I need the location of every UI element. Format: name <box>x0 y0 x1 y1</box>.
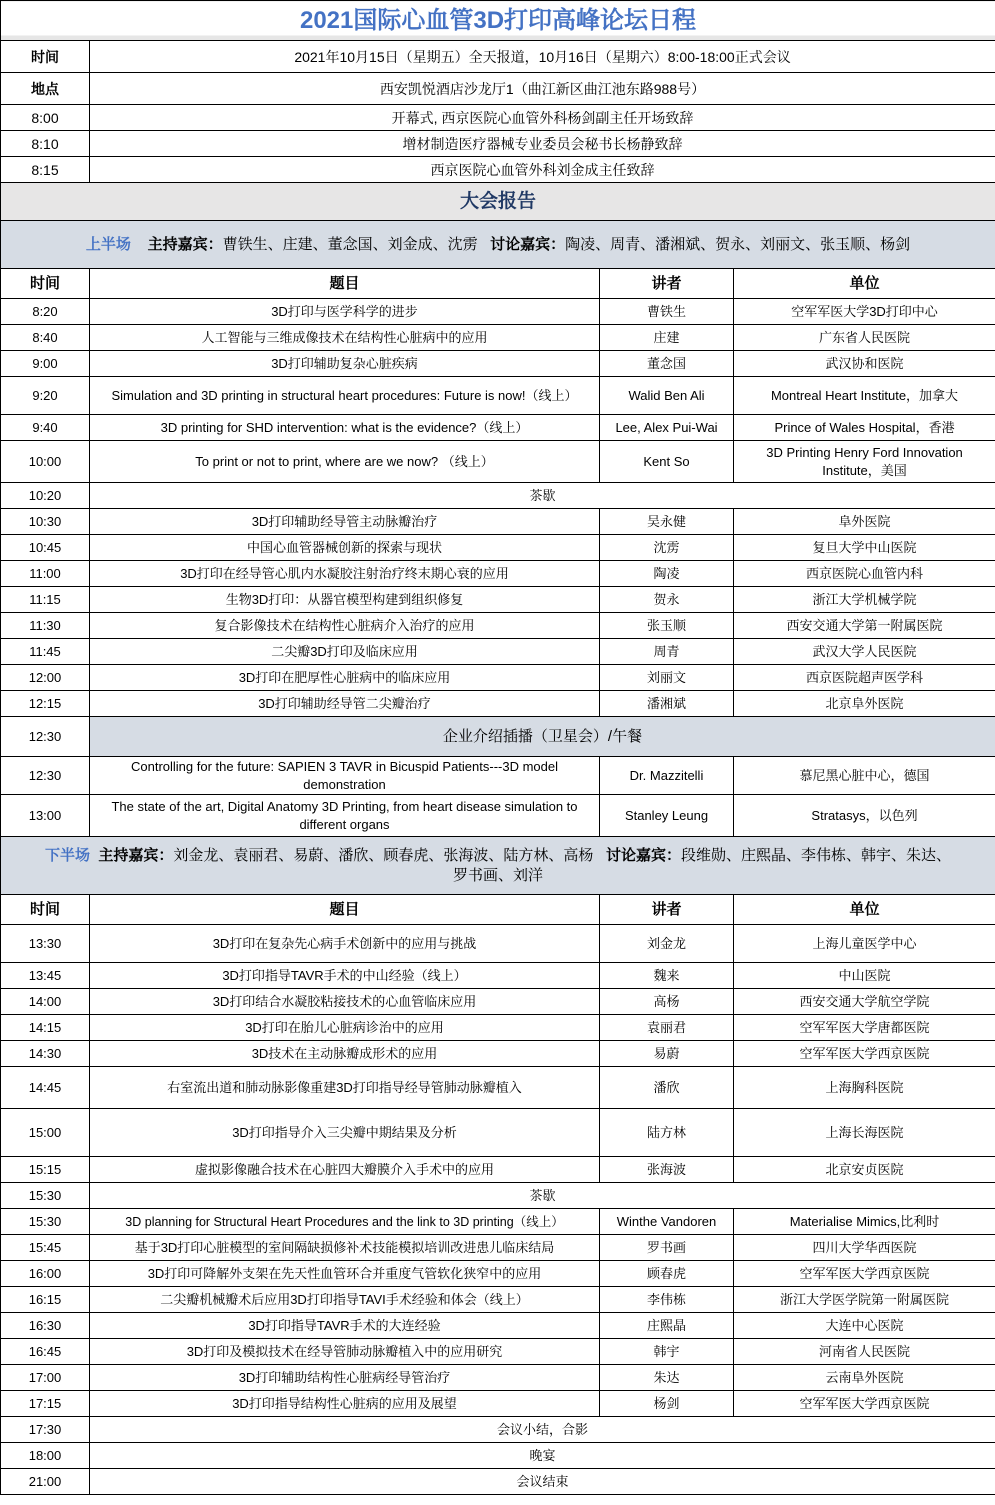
row-topic: To print or not to print, where are we now? （线上） <box>90 441 600 483</box>
opening-time: 8:15 <box>1 157 90 183</box>
table-row <box>1 1067 995 1109</box>
row-topic: 二尖瓣3D打印及临床应用 <box>90 639 600 665</box>
table-row <box>1 665 995 691</box>
row-time: 11:15 <box>1 587 90 613</box>
row-speaker: Walid Ben Ali <box>600 377 734 415</box>
row-org: 北京安贞医院 <box>734 1157 995 1183</box>
row-time: 13:30 <box>1 925 90 963</box>
row-org: 空军军医大学西京医院 <box>734 1041 995 1067</box>
row-time: 9:20 <box>1 377 90 415</box>
host-list: 刘金龙、袁丽君、易蔚、潘欣、顾春虎、张海波、陆方林、高杨 <box>173 846 594 864</box>
row-speaker: 顾春虎 <box>600 1261 734 1287</box>
table-row <box>1 757 995 795</box>
table-row <box>1 415 995 441</box>
table-row <box>1 1391 995 1417</box>
row-topic: 3D打印在肥厚性心脏病中的临床应用 <box>90 665 600 691</box>
table-row <box>1 1235 995 1261</box>
row-org: Prince of Wales Hospital，香港 <box>734 415 995 441</box>
info-place-row <box>1 73 995 105</box>
info-time-value: 2021年10月15日（星期五）全天报道，10月16日（星期六）8:00-18:00正式会议 <box>90 41 995 73</box>
opening-text: 开幕式, 西京医院心血管外科杨剑副主任开场致辞 <box>90 105 995 131</box>
row-time: 8:40 <box>1 325 90 351</box>
row-speaker: 沈雳 <box>600 535 734 561</box>
row-speaker: 庄熙晶 <box>600 1313 734 1339</box>
row-time: 15:00 <box>1 1109 90 1157</box>
session-header-second-half <box>1 837 995 895</box>
row-org: 云南阜外医院 <box>734 1365 995 1391</box>
table-row <box>1 1261 995 1287</box>
row-speaker: 董念国 <box>600 351 734 377</box>
row-time: 14:00 <box>1 989 90 1015</box>
row-org: 西安交通大学第一附属医院 <box>734 613 995 639</box>
row-org: 阜外医院 <box>734 509 995 535</box>
row-speaker: 韩宇 <box>600 1339 734 1365</box>
row-time: 17:00 <box>1 1365 90 1391</box>
closing-row <box>1 1443 995 1469</box>
row-time: 12:15 <box>1 691 90 717</box>
session-name: 上半场 <box>85 235 131 253</box>
col-speaker: 讲者 <box>600 269 734 299</box>
row-speaker: 周青 <box>600 639 734 665</box>
row-speaker: 杨剑 <box>600 1391 734 1417</box>
col-time: 时间 <box>1 895 90 925</box>
col-topic: 题目 <box>90 895 600 925</box>
row-time: 16:30 <box>1 1313 90 1339</box>
table-row <box>1 561 995 587</box>
table-row <box>1 377 995 415</box>
row-speaker: 朱达 <box>600 1365 734 1391</box>
row-time: 16:15 <box>1 1287 90 1313</box>
table-row <box>1 441 995 483</box>
table-row <box>1 1287 995 1313</box>
break-time: 15:30 <box>1 1183 90 1209</box>
info-time-label: 时间 <box>1 41 90 73</box>
row-topic: 3D打印辅助结构性心脏病经导管治疗 <box>90 1365 600 1391</box>
row-topic: 中国心血管器械创新的探索与现状 <box>90 535 600 561</box>
row-time: 9:40 <box>1 415 90 441</box>
row-org: 浙江大学医学院第一附属医院 <box>734 1287 995 1313</box>
row-time: 13:45 <box>1 963 90 989</box>
host-label: 主持嘉宾： <box>147 235 223 253</box>
opening-text: 西京医院心血管外科刘金成主任致辞 <box>90 157 995 183</box>
row-topic: 3D打印及模拟技术在经导管肺动脉瓣植入中的应用研究 <box>90 1339 600 1365</box>
row-org: 上海长海医院 <box>734 1109 995 1157</box>
row-topic: 3D打印辅助经导管二尖瓣治疗 <box>90 691 600 717</box>
row-speaker: 陆方林 <box>600 1109 734 1157</box>
row-org: 空军军医大学唐都医院 <box>734 1015 995 1041</box>
row-topic: 3D打印指导介入三尖瓣中期结果及分析 <box>90 1109 600 1157</box>
row-time: 8:20 <box>1 299 90 325</box>
row-time: 10:00 <box>1 441 90 483</box>
row-topic: 生物3D打印：从器官模型构建到组织修复 <box>90 587 600 613</box>
table-row <box>1 925 995 963</box>
row-speaker: Winthe Vandoren <box>600 1209 734 1235</box>
row-topic: 3D printing for SHD intervention: what is the evidence?（线上） <box>90 415 600 441</box>
col-org: 单位 <box>734 269 995 299</box>
row-topic: 3D planning for Structural Heart Procedures and the link to 3D printing（线上） <box>90 1209 600 1235</box>
table-row <box>1 509 995 535</box>
row-org: 武汉大学人民医院 <box>734 639 995 665</box>
lunch-row <box>1 717 995 757</box>
row-topic: 3D打印结合水凝胶粘接技术的心血管临床应用 <box>90 989 600 1015</box>
host-list: 曹铁生、庄建、董念国、刘金成、沈雳 <box>222 235 478 253</box>
table-row <box>1 1109 995 1157</box>
row-topic: Controlling for the future: SAPIEN 3 TAVR in Bicuspid Patients---3D model demonstration <box>90 757 600 795</box>
lunch-time: 12:30 <box>1 717 90 757</box>
row-speaker: 易蔚 <box>600 1041 734 1067</box>
row-time: 14:30 <box>1 1041 90 1067</box>
row-speaker: Lee, Alex Pui-Wai <box>600 415 734 441</box>
break-time: 10:20 <box>1 483 90 509</box>
row-org: 空军军医大学西京医院 <box>734 1261 995 1287</box>
row-org: 3D Printing Henry Ford Innovation Institute，美国 <box>734 441 995 483</box>
opening-time: 8:00 <box>1 105 90 131</box>
row-org: 复旦大学中山医院 <box>734 535 995 561</box>
column-header-row <box>1 269 995 299</box>
section-header-row <box>1 183 995 221</box>
closing-text: 会议结束 <box>90 1469 995 1495</box>
opening-row <box>1 105 995 131</box>
row-speaker: 陶凌 <box>600 561 734 587</box>
row-time: 10:30 <box>1 509 90 535</box>
row-time: 11:30 <box>1 613 90 639</box>
info-place-value: 西安凯悦酒店沙龙厅1（曲江新区曲江池东路988号） <box>90 73 995 105</box>
row-speaker: 吴永健 <box>600 509 734 535</box>
row-speaker: Dr. Mazzitelli <box>600 757 734 795</box>
row-topic: 3D打印与医学科学的进步 <box>90 299 600 325</box>
row-topic: 3D打印在经导管心肌内水凝胶注射治疗终末期心衰的应用 <box>90 561 600 587</box>
session-header-first-half <box>1 221 995 269</box>
opening-row <box>1 131 995 157</box>
row-org: Materialise Mimics,比利时 <box>734 1209 995 1235</box>
row-speaker: 贺永 <box>600 587 734 613</box>
column-header-row <box>1 895 995 925</box>
row-speaker: 庄建 <box>600 325 734 351</box>
opening-row <box>1 157 995 183</box>
row-org: 西安交通大学航空学院 <box>734 989 995 1015</box>
table-row <box>1 1365 995 1391</box>
row-time: 15:45 <box>1 1235 90 1261</box>
row-speaker: Stanley Leung <box>600 795 734 837</box>
row-time: 13:00 <box>1 795 90 837</box>
row-topic: 3D技术在主动脉瓣成形术的应用 <box>90 1041 600 1067</box>
row-org: 武汉协和医院 <box>734 351 995 377</box>
row-time: 12:30 <box>1 757 90 795</box>
row-org: 上海儿童医学中心 <box>734 925 995 963</box>
row-org: 慕尼黑心脏中心，德国 <box>734 757 995 795</box>
session-info <box>1 221 995 269</box>
session-info <box>1 837 995 895</box>
row-org: 上海胸科医院 <box>734 1067 995 1109</box>
row-time: 16:45 <box>1 1339 90 1365</box>
row-topic: Simulation and 3D printing in structural heart procedures: Future is now!（线上） <box>90 377 600 415</box>
row-speaker: Kent So <box>600 441 734 483</box>
closing-time: 17:30 <box>1 1417 90 1443</box>
row-time: 15:30 <box>1 1209 90 1235</box>
table-row <box>1 325 995 351</box>
row-time: 10:45 <box>1 535 90 561</box>
title-row <box>1 1 995 41</box>
row-time: 16:00 <box>1 1261 90 1287</box>
row-topic: 3D打印指导TAVR手术的中山经验（线上） <box>90 963 600 989</box>
info-time-row <box>1 41 995 73</box>
row-time: 14:45 <box>1 1067 90 1109</box>
break-row <box>1 483 995 509</box>
row-time: 12:00 <box>1 665 90 691</box>
opening-text: 增材制造医疗器械专业委员会秘书长杨静致辞 <box>90 131 995 157</box>
row-topic: 人工智能与三维成像技术在结构性心脏病中的应用 <box>90 325 600 351</box>
session-name: 下半场 <box>45 846 91 864</box>
row-org: Montreal Heart Institute，加拿大 <box>734 377 995 415</box>
row-topic: 3D打印辅助经导管主动脉瓣治疗 <box>90 509 600 535</box>
row-org: 大连中心医院 <box>734 1313 995 1339</box>
closing-time: 21:00 <box>1 1469 90 1495</box>
break-row <box>1 1183 995 1209</box>
table-row <box>1 1313 995 1339</box>
discussant-list-continued: 罗书画、刘洋 <box>453 866 544 884</box>
table-row <box>1 1157 995 1183</box>
table-row <box>1 299 995 325</box>
table-row <box>1 1015 995 1041</box>
row-topic: 虚拟影像融合技术在心脏四大瓣膜介入手术中的应用 <box>90 1157 600 1183</box>
table-row <box>1 535 995 561</box>
table-row <box>1 1339 995 1365</box>
lunch-text: 企业介绍插播（卫星会）/午餐 <box>90 717 995 757</box>
col-speaker: 讲者 <box>600 895 734 925</box>
break-text: 茶歇 <box>90 483 995 509</box>
table-row <box>1 1041 995 1067</box>
table-row <box>1 963 995 989</box>
closing-row <box>1 1417 995 1443</box>
table-row <box>1 691 995 717</box>
row-topic: 3D打印指导结构性心脏病的应用及展望 <box>90 1391 600 1417</box>
row-speaker: 魏来 <box>600 963 734 989</box>
opening-time: 8:10 <box>1 131 90 157</box>
discussant-list: 陶凌、周青、潘湘斌、贺永、刘丽文、张玉顺、杨剑 <box>565 235 911 253</box>
row-topic: 基于3D打印心脏模型的室间隔缺损修补术技能模拟培训改进患儿临床结局 <box>90 1235 600 1261</box>
closing-text: 晚宴 <box>90 1443 995 1469</box>
row-speaker: 袁丽君 <box>600 1015 734 1041</box>
row-speaker: 曹铁生 <box>600 299 734 325</box>
row-time: 9:00 <box>1 351 90 377</box>
table-row <box>1 1209 995 1235</box>
table-row <box>1 639 995 665</box>
row-topic: 二尖瓣机械瓣术后应用3D打印指导TAVI手术经验和体会（线上） <box>90 1287 600 1313</box>
table-row <box>1 795 995 837</box>
row-org: Stratasys，以色列 <box>734 795 995 837</box>
row-org: 空军军医大学3D打印中心 <box>734 299 995 325</box>
row-org: 河南省人民医院 <box>734 1339 995 1365</box>
break-text: 茶歇 <box>90 1183 995 1209</box>
row-org: 西京医院超声医学科 <box>734 665 995 691</box>
row-topic: 复合影像技术在结构性心脏病介入治疗的应用 <box>90 613 600 639</box>
table-row <box>1 587 995 613</box>
row-speaker: 潘湘斌 <box>600 691 734 717</box>
table-row <box>1 351 995 377</box>
row-speaker: 高杨 <box>600 989 734 1015</box>
row-topic: 3D打印在胎儿心脏病诊治中的应用 <box>90 1015 600 1041</box>
row-speaker: 罗书画 <box>600 1235 734 1261</box>
discussant-list: 段维勋、庄熙晶、李伟栋、韩宇、朱达、 <box>680 846 951 864</box>
row-time: 17:15 <box>1 1391 90 1417</box>
row-topic: 右室流出道和肺动脉影像重建3D打印指导经导管肺动脉瓣植入 <box>90 1067 600 1109</box>
col-time: 时间 <box>1 269 90 299</box>
host-label: 主持嘉宾： <box>98 846 174 864</box>
row-org: 北京阜外医院 <box>734 691 995 717</box>
row-org: 四川大学华西医院 <box>734 1235 995 1261</box>
discussant-label: 讨论嘉宾： <box>490 235 566 253</box>
row-speaker: 潘欣 <box>600 1067 734 1109</box>
closing-time: 18:00 <box>1 1443 90 1469</box>
row-org: 中山医院 <box>734 963 995 989</box>
row-speaker: 刘丽文 <box>600 665 734 691</box>
row-org: 西京医院心血管内科 <box>734 561 995 587</box>
row-topic: 3D打印指导TAVR手术的大连经验 <box>90 1313 600 1339</box>
col-topic: 题目 <box>90 269 600 299</box>
info-place-label: 地点 <box>1 73 90 105</box>
row-topic: 3D打印可降解外支架在先天性血管环合并重度气管软化狭窄中的应用 <box>90 1261 600 1287</box>
discussant-label: 讨论嘉宾： <box>605 846 681 864</box>
row-speaker: 张玉顺 <box>600 613 734 639</box>
row-topic: The state of the art, Digital Anatomy 3D Printing, from heart disease simulation to different organs <box>90 795 600 837</box>
section-title: 大会报告 <box>1 183 995 221</box>
page-title: 2021国际心血管3D打印高峰论坛日程 <box>1 1 995 41</box>
col-org: 单位 <box>734 895 995 925</box>
row-org: 浙江大学机械学院 <box>734 587 995 613</box>
row-topic: 3D打印在复杂先心病手术创新中的应用与挑战 <box>90 925 600 963</box>
closing-text: 会议小结，合影 <box>90 1417 995 1443</box>
row-org: 广东省人民医院 <box>734 325 995 351</box>
row-speaker: 刘金龙 <box>600 925 734 963</box>
row-time: 15:15 <box>1 1157 90 1183</box>
row-org: 空军军医大学西京医院 <box>734 1391 995 1417</box>
row-speaker: 李伟栋 <box>600 1287 734 1313</box>
table-row <box>1 613 995 639</box>
row-speaker: 张海波 <box>600 1157 734 1183</box>
closing-row <box>1 1469 995 1495</box>
row-time: 11:00 <box>1 561 90 587</box>
table-row <box>1 989 995 1015</box>
row-topic: 3D打印辅助复杂心脏疾病 <box>90 351 600 377</box>
row-time: 14:15 <box>1 1015 90 1041</box>
row-time: 11:45 <box>1 639 90 665</box>
